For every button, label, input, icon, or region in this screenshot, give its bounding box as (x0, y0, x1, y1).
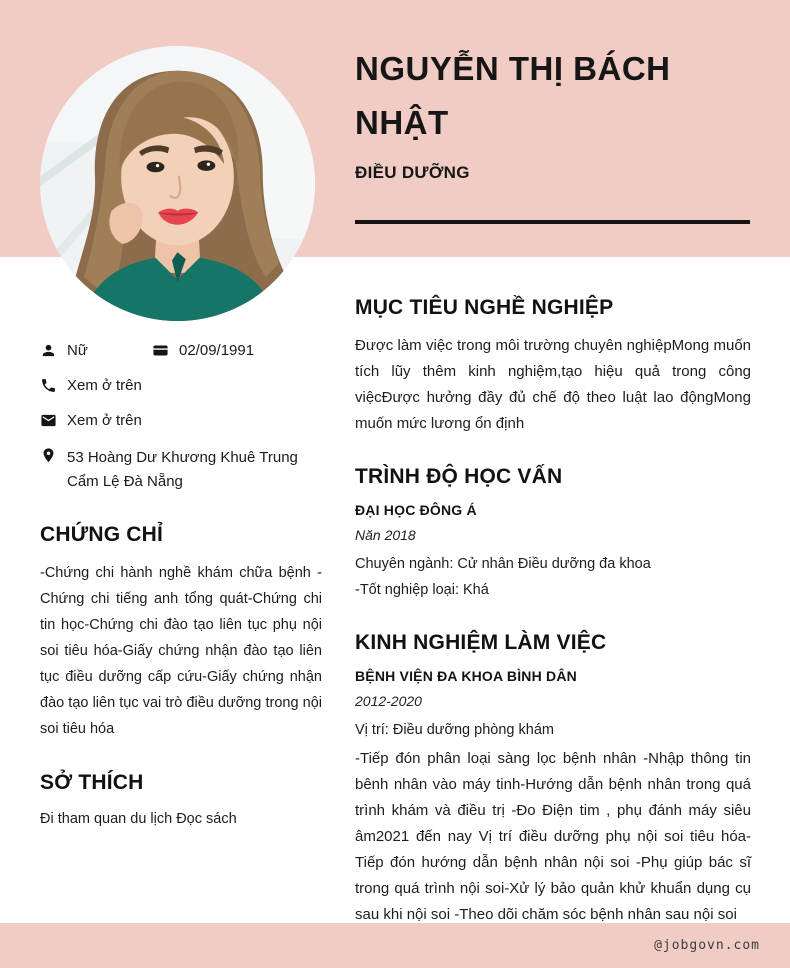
portrait-illustration (40, 46, 315, 321)
objective-body: Được làm việc trong môi trường chuyên nghiệpMong muốn tích lũy thêm kinh nghiệm,tạo hiệu quả trong công việcĐược hưởng đầy đủ chế độ theo luật lao độngMong muốn mức lương ổn định (355, 337, 751, 432)
footer-band (0, 923, 790, 968)
phone-field (40, 376, 142, 396)
watermark-text: @jobgovn.com (654, 938, 760, 953)
person-icon (40, 342, 57, 359)
education-major: Chuyên ngành: Cử nhân Điều dưỡng đa khoa (355, 556, 651, 572)
address-value: 53 Hoàng Dư Khương Khuê Trung Cẩm Lệ Đà Nẵng (67, 449, 298, 490)
experience-company: BỆNH VIỆN ĐA KHOA BÌNH DÂN (355, 668, 577, 684)
gender-value: Nữ (67, 342, 88, 359)
location-pin-icon (40, 447, 57, 464)
email-icon (40, 412, 57, 429)
education-heading: TRÌNH ĐỘ HỌC VẤN (355, 465, 563, 488)
candidate-name: NGUYỄN THỊ BÁCH NHẬT (355, 50, 671, 141)
header-divider (355, 220, 750, 224)
info-row-address (40, 446, 322, 494)
certificates-heading: CHỨNG CHỈ (40, 523, 164, 546)
dob-value: 02/09/1991 (179, 342, 255, 359)
certificates-body: -Chứng chi hành nghề khám chữa bệnh - Chứng chi tiếng anh tổng quát-Chứng chi tin học-Chứng chi đào tạo liên tục phụ nội soi tiêu hóa-Giấy chứng nhận đào tạo liên tục điều dưỡng cấp cứu-Giấy chứng nhận đào tạo liên tục vai trò điều dưỡng trong nội soi tiêu hóa (40, 565, 322, 737)
phone-icon (40, 377, 57, 394)
address-field (40, 446, 319, 494)
left-column (40, 341, 322, 830)
calendar-icon (152, 342, 169, 359)
hobbies-heading: SỞ THÍCH (40, 771, 144, 794)
header-text-block (355, 42, 755, 224)
objective-heading: MỤC TIÊU NGHỀ NGHIỆP (355, 296, 614, 319)
right-column (355, 296, 751, 928)
info-row-phone (40, 376, 322, 396)
gender-field (40, 341, 152, 361)
profile-photo (40, 46, 315, 321)
email-field (40, 411, 142, 431)
email-value: Xem ở trên (67, 412, 142, 429)
education-school: ĐẠI HỌC ĐÔNG Á (355, 502, 477, 518)
experience-position: Vị trí: Điều dưỡng phòng khám (355, 722, 554, 738)
job-title: ĐIỀU DƯỠNG (355, 163, 470, 182)
experience-period: 2012-2020 (355, 693, 422, 709)
education-grade: -Tốt nghiệp loại: Khá (355, 582, 489, 598)
info-row-email (40, 411, 322, 431)
experience-body: -Tiếp đón phân loại sàng lọc bệnh nhân -Nhập thông tin bênh nhân vào máy tinh-Hướng dẫn bệnh nhân trong quá trình khám và điều trị -Đo Điện tim , phụ đánh máy siêu âm2021 đến nay Vị trí điều dưỡng phụ nội soi tiêu hóa-Tiếp đón hướng dẫn bệnh nhân nội soi -Phụ giúp bác sĩ trong quá trình nội soi-Xử lý bảo quản khử khuẩn dụng cụ sau khi nội soi -Theo dõi chăm sóc bệnh nhân sau nội soi (355, 750, 751, 923)
hobbies-body: Đi tham quan du lịch Đọc sách (40, 811, 237, 827)
phone-value: Xem ở trên (67, 377, 142, 394)
experience-heading: KINH NGHIỆM LÀM VIỆC (355, 631, 607, 654)
education-year: Năn 2018 (355, 527, 416, 543)
dob-field (152, 341, 254, 361)
info-row-gender-dob (40, 341, 322, 361)
